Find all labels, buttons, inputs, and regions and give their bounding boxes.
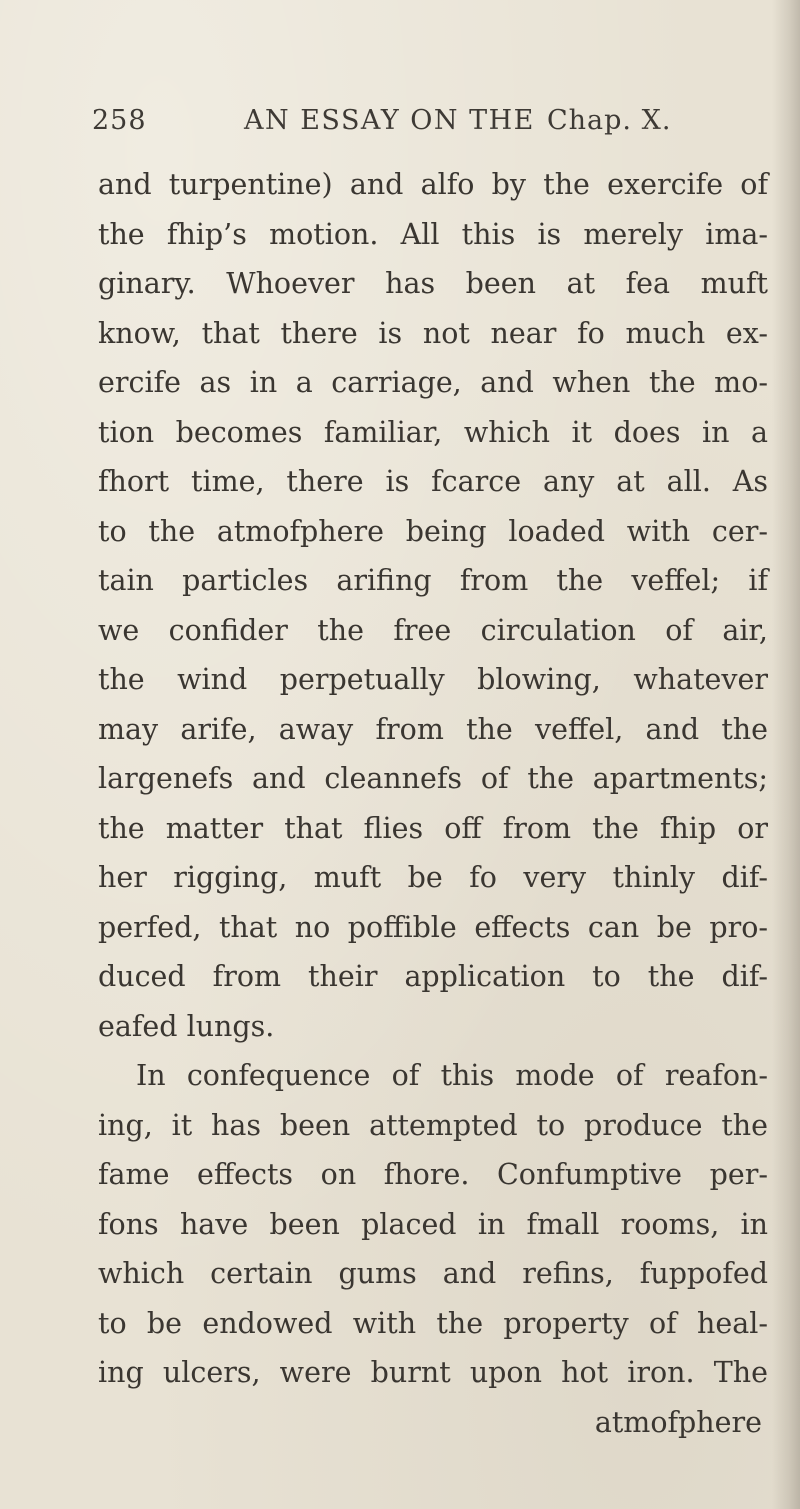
text-line: we confider the free circulation of air, bbox=[98, 613, 768, 647]
text-line: ing, it has been attempted to produce the bbox=[98, 1108, 768, 1142]
text-line: to be endowed with the property of heal- bbox=[98, 1306, 768, 1340]
paragraph-end-line: eafed lungs. bbox=[98, 1009, 275, 1043]
text-line: and turpentine) and alfo by the exercife of bbox=[98, 168, 768, 201]
text-line: know, that there is not near fo much ex- bbox=[98, 316, 768, 350]
text-line: ing ulcers, were burnt upon hot iron. The bbox=[98, 1356, 768, 1389]
body-text bbox=[98, 160, 768, 1447]
text-line: her rigging, muft be fo very thinly dif- bbox=[98, 861, 768, 894]
text-line: which certain gums and refins, fuppofed bbox=[98, 1257, 768, 1290]
text-line: the fhip’s motion. All this is merely ima- bbox=[98, 217, 768, 251]
text-line: fame effects on fhore. Confumptive per- bbox=[98, 1158, 768, 1191]
text-line: fhort time, there is fcarce any at all. As bbox=[98, 465, 768, 498]
text-line: to the atmofphere being loaded with cer- bbox=[98, 514, 768, 548]
paragraph-start-line: In confequence of this mode of reafon- bbox=[136, 1059, 768, 1092]
text-line: the matter that flies off from the fhip or bbox=[98, 811, 768, 845]
text-line: perfed, that no poffible effects can be pro- bbox=[98, 910, 768, 944]
running-head bbox=[92, 105, 712, 145]
text-line: duced from their application to the dif- bbox=[98, 960, 768, 993]
text-line: may arife, away from the veffel, and the bbox=[98, 712, 768, 746]
text-line: ercife as in a carriage, and when the mo- bbox=[98, 366, 768, 399]
page-edge-shadow bbox=[772, 0, 800, 1509]
running-title: AN ESSAY ON THE bbox=[244, 105, 535, 136]
page-number: 258 bbox=[92, 105, 147, 136]
text-line: largenefs and cleannefs of the apartments; bbox=[98, 762, 768, 795]
text-line: fons have been placed in fmall rooms, in bbox=[98, 1207, 768, 1241]
text-line: tion becomes familiar, which it does in a bbox=[98, 415, 768, 449]
text-line: ginary. Whoever has been at fea muft bbox=[98, 267, 768, 300]
text-line: the wind perpetually blowing, whatever bbox=[98, 663, 768, 696]
chapter-label: Chap. X. bbox=[547, 105, 672, 136]
text-line: tain particles arifing from the veffel; if bbox=[98, 564, 768, 597]
catchword: atmofphere bbox=[594, 1405, 762, 1439]
